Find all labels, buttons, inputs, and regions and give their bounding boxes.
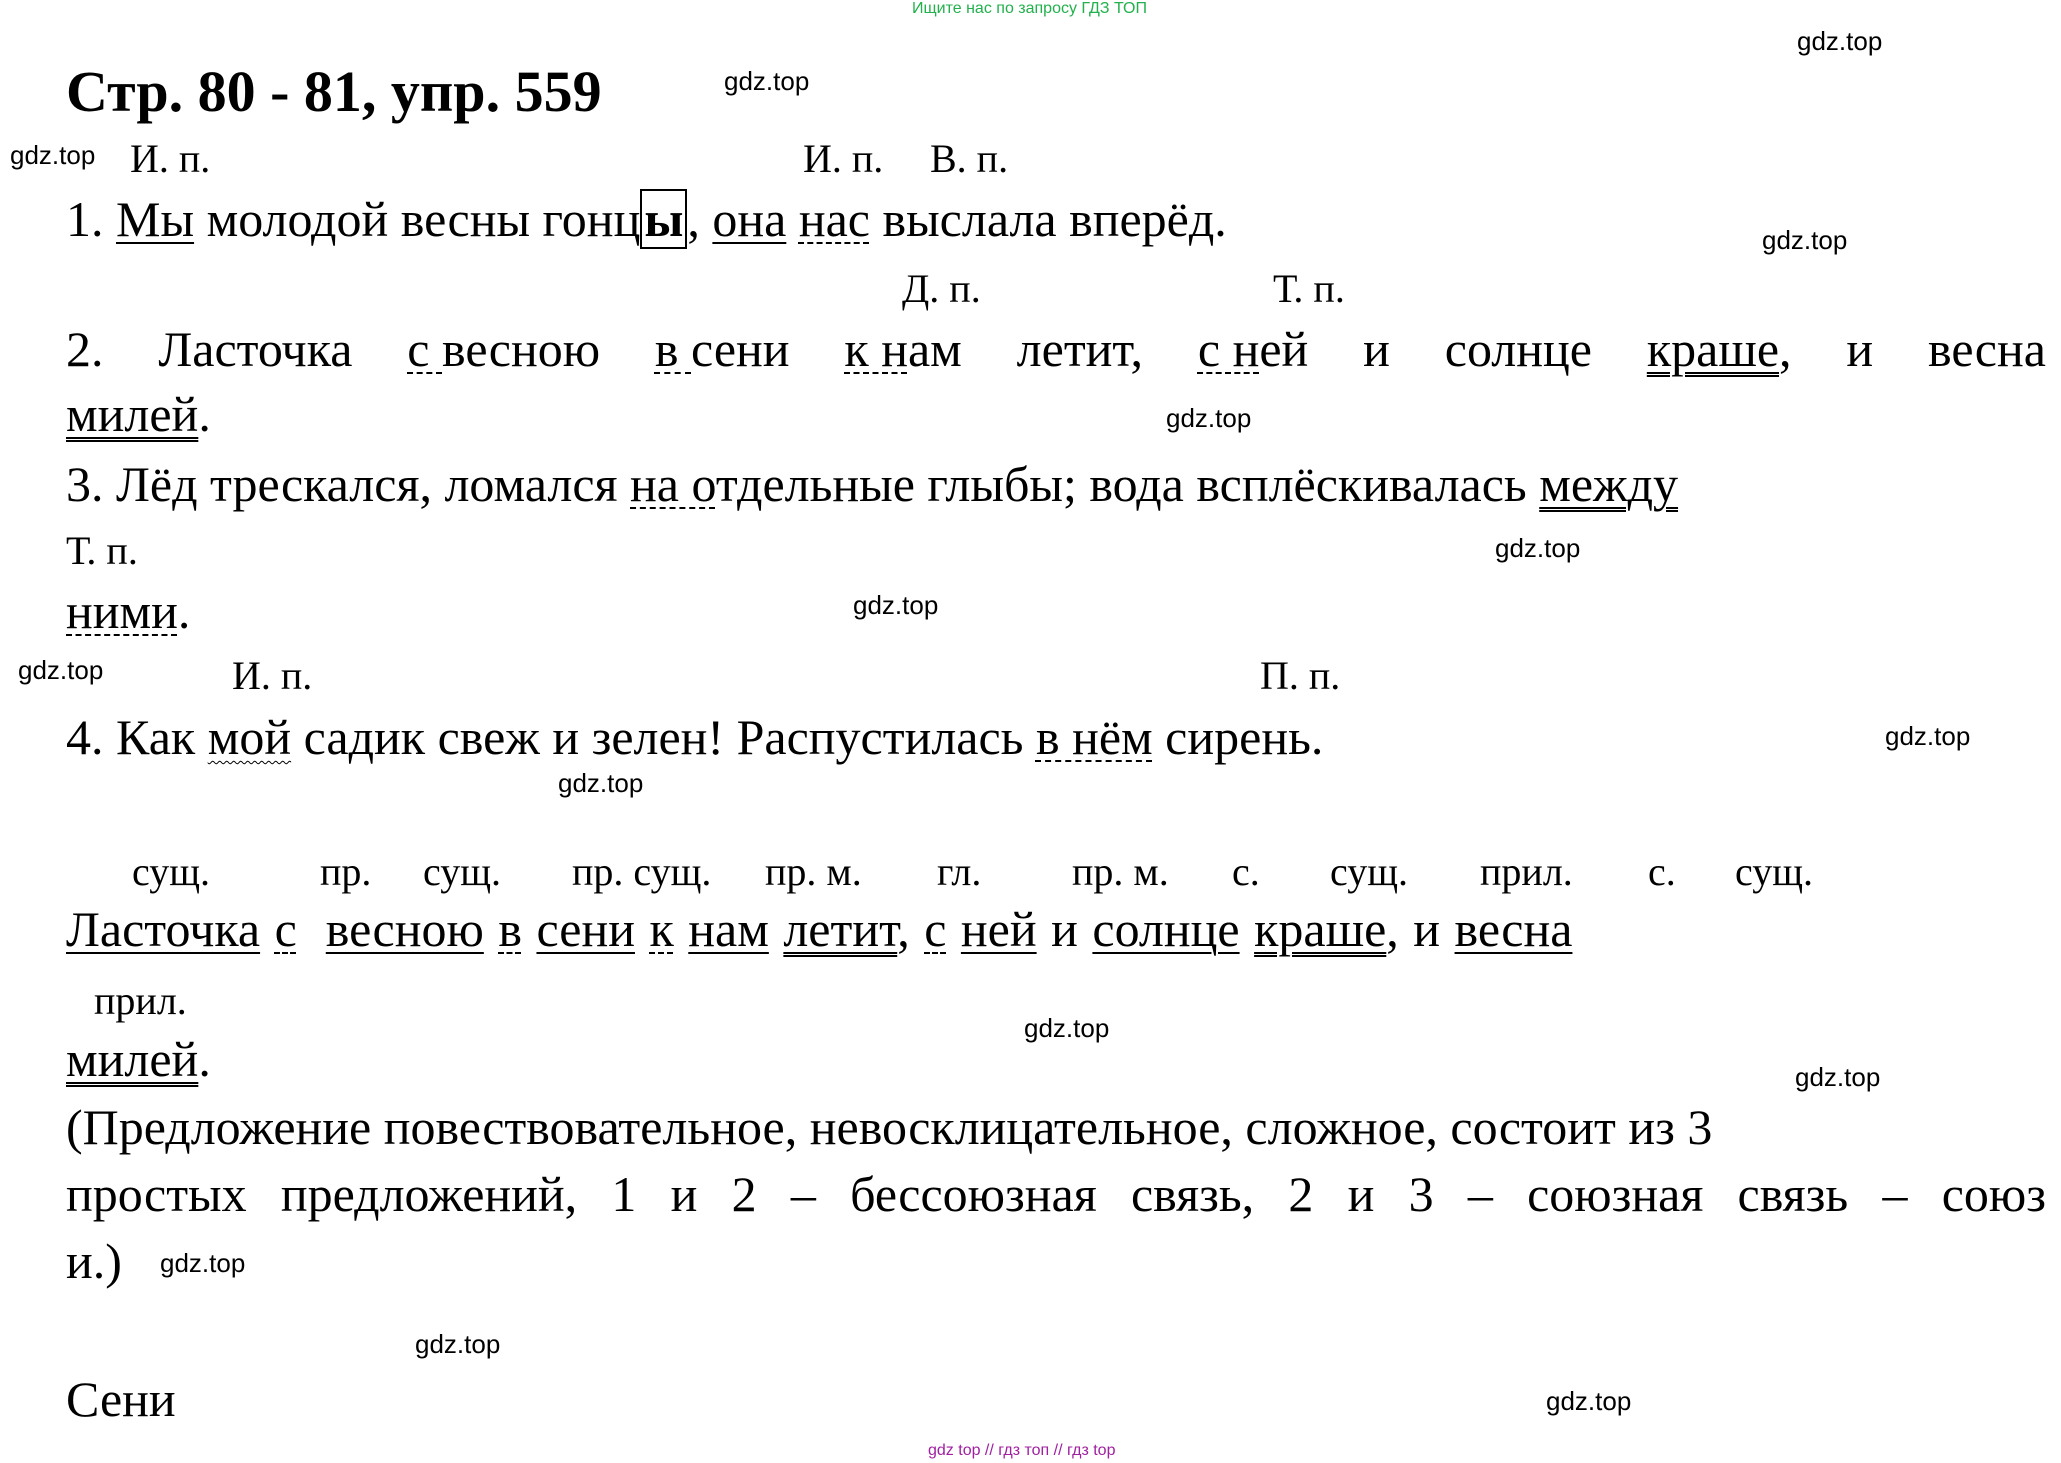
case-label: И. п. <box>232 653 313 698</box>
pos-label: сущ. <box>1735 849 1814 894</box>
sentence-3-end: ними. <box>66 583 191 639</box>
pronoun-my: Мы <box>116 191 195 247</box>
pos-label: с. <box>1232 849 1260 894</box>
sentence-2-end: милей. <box>66 386 211 442</box>
case-label: Т. п. <box>1273 266 1345 311</box>
watermark: gdz.top <box>415 1329 501 1359</box>
analysis-line-1: (Предложение повествовательное, невосклицательное, сложное, состоит из 3 <box>66 1099 1713 1155</box>
case-label: Т. п. <box>66 528 138 573</box>
top-banner: Ищите нас по запросу ГДЗ ТОП <box>912 0 1147 17</box>
analysis-line-3: и.) <box>66 1233 122 1289</box>
pronoun-nas: нас <box>798 191 870 247</box>
parse-sentence-end: милей. <box>66 1031 211 1087</box>
watermark: gdz.top <box>1795 1062 1881 1092</box>
case-label: П. п. <box>1260 653 1341 698</box>
watermark: gdz.top <box>1762 225 1848 255</box>
watermark: gdz.top <box>724 66 810 96</box>
watermark: gdz.top <box>10 140 96 170</box>
pos-label: сущ. <box>132 849 211 894</box>
analysis-line-2: простых предложений, 1 и 2 – бессоюзная связь, 2 и 3 – союзная связь – союз <box>66 1166 2046 1222</box>
pos-label: пр. <box>320 849 372 894</box>
watermark: gdz.top <box>18 655 104 685</box>
pos-label: прил. <box>1480 849 1573 894</box>
sentence-3: 3. Лёд трескался, ломался на отдельные глыбы; вода всплёскивалась между <box>66 456 1679 512</box>
watermark: gdz.top <box>1166 403 1252 433</box>
case-label: И. п. <box>130 136 211 181</box>
sentence-1: 1. Мы молодой весны гонцы, она нас выслала вперёд. <box>66 191 1227 247</box>
pos-label: пр. м. <box>765 849 862 894</box>
watermark: gdz.top <box>1495 533 1581 563</box>
pos-label: гл. <box>937 849 982 894</box>
pos-label: с. <box>1648 849 1676 894</box>
case-label: И. п. <box>803 136 884 181</box>
pos-label: пр. м. <box>1072 849 1169 894</box>
watermark: gdz.top <box>1024 1013 1110 1043</box>
ending-box: ы <box>640 189 687 249</box>
page-title: Стр. 80 - 81, упр. 559 <box>66 59 602 124</box>
watermark: gdz.top <box>1797 26 1883 56</box>
watermark: gdz.top <box>558 768 644 798</box>
parse-sentence: Ласточка с весною в сени к нам летит, с ней и солнце краше, и весна <box>66 901 1573 957</box>
watermark: gdz.top <box>160 1248 246 1278</box>
case-label: Д. п. <box>902 266 981 311</box>
sentence-4: 4. Как мой садик свеж и зелен! Распустилась в нём сирень. <box>66 709 1324 765</box>
watermark: gdz.top <box>1546 1386 1632 1416</box>
pos-label: прил. <box>94 978 187 1023</box>
pronoun-ona: она <box>712 191 787 247</box>
pos-label: сущ. <box>423 849 502 894</box>
word-seni: Сени <box>66 1371 176 1427</box>
watermark: gdz.top <box>853 590 939 620</box>
watermark: gdz.top <box>1885 721 1971 751</box>
pos-label: пр. сущ. <box>572 849 712 894</box>
sentence-2-line: 2. Ласточка с весною в сени к нам летит, с ней и солнце краше, и весна <box>66 321 2046 377</box>
footer: gdz top // гдз топ // гдз top <box>928 1442 1116 1459</box>
case-label: В. п. <box>930 136 1009 181</box>
pos-label: сущ. <box>1330 849 1409 894</box>
